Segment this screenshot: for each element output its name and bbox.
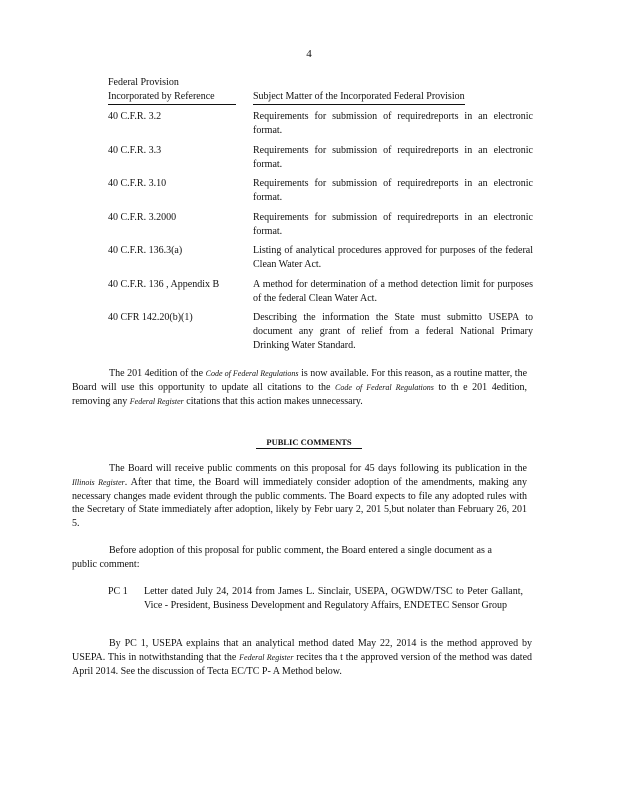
italic-citation: Federal Register <box>129 396 184 406</box>
paragraph-text: Before adoption of this proposal for public comment, the Board entered a single document as a public comment: <box>72 545 492 570</box>
row-reference: 40 C.F.R. 3.2 <box>108 111 162 122</box>
col1-header-line1: Federal Provision <box>108 77 179 88</box>
text-run: citations that this action makes unnecessary. <box>186 395 363 407</box>
row-reference: 40 C.F.R. 3.2000 <box>108 211 177 223</box>
row-subject: Requirements for submission of requiredreports in an electronic format. <box>253 144 533 170</box>
paragraph-cfr-update <box>72 367 527 408</box>
text-run: The 201 4edition of the <box>109 368 204 379</box>
col2-header <box>253 90 465 105</box>
text-run: recites tha t the approved version of the method was dated April 2014. See the discussion of Tecta EC/TC P- A Method below. <box>72 651 533 677</box>
row-subject: Describing the information the State must submitto USEPA to document any grant of relief from a federal National Primary Drinking Water Standard. <box>253 312 533 351</box>
table-row <box>108 311 538 353</box>
row-reference: 40 C.F.R. 3.3 <box>108 144 162 156</box>
page-number: 4 <box>306 48 312 60</box>
paragraph-public-comments <box>72 462 527 531</box>
row-reference: 40 C.F.R. 136 , Appendix B <box>108 278 220 290</box>
text-run: By PC 1, USEPA explains that an analytical method dated May 22, 2014 is the method approved by USEPA. This in notwithstanding that the <box>72 638 532 663</box>
table-row <box>108 278 538 306</box>
col1-header-line2: Incorporated by Reference <box>108 90 236 105</box>
row-subject: Listing of analytical procedures approved for purposes of the federal Clean Water Act. <box>253 245 533 270</box>
text-run: The Board will receive public comments on this proposal for 45 days following its publication in the <box>109 463 527 474</box>
paragraph-pc1-explanation <box>72 637 532 678</box>
row-subject: Requirements for submission of requiredreports in an electronic format. <box>253 111 533 136</box>
text-run: . After that time, the Board will immediately consider adoption of the amendments, making any necessary changes made evident through the public comments. The Board expects to file any adopted rules with the Secretary of State immediately after adoption, likely by Febr uary 2, 201 5,but nolater than February 26, 201 5. <box>72 476 527 530</box>
row-reference: 40 C.F.R. 3.10 <box>108 178 167 189</box>
public-comment-text: Letter dated July 24, 2014 from James L. Sinclair, USEPA, OGWDW/TSC to Peter Gallant, Vice - President, Business Development and Regulatory Affairs, ENDETEC Sensor Group <box>144 586 523 611</box>
table-row <box>108 211 538 239</box>
table-row <box>108 177 538 205</box>
row-reference: 40 CFR 142.20(b)(1) <box>108 312 193 323</box>
text-run: is now available. For this reason, as a routine matter, the Board will use this opportunity to update all citations to the <box>72 368 528 393</box>
table-row <box>108 110 538 138</box>
section-heading-text: PUBLIC COMMENTS <box>256 437 361 449</box>
public-comment-entry <box>108 585 523 613</box>
col2-header-text: Subject Matter of the Incorporated Federal Provision <box>253 90 465 105</box>
italic-citation: Code of Federal Regulations <box>335 382 434 392</box>
italic-citation: Code of Federal Regulations <box>205 369 299 378</box>
row-subject: Requirements for submission of requiredreports in an electronic format. <box>253 178 533 203</box>
row-subject: Requirements for submission of requiredreports in an electronic format. <box>253 211 533 237</box>
row-reference: 40 C.F.R. 136.3(a) <box>108 245 183 256</box>
provision-table <box>108 110 538 359</box>
paragraph-before-adoption <box>72 544 492 572</box>
col1-header <box>108 76 236 105</box>
table-row <box>108 144 538 172</box>
italic-citation: Federal Register <box>239 652 294 662</box>
italic-citation: Illinois Register <box>72 477 125 487</box>
public-comment-label: PC 1 <box>108 586 128 597</box>
section-heading <box>0 437 618 447</box>
text-run: to th e 201 4edition, removing any <box>72 381 528 407</box>
table-row <box>108 244 538 272</box>
row-subject: A method for determination of a method detection limit for purposes of the federal Clean Water Act. <box>253 278 533 304</box>
